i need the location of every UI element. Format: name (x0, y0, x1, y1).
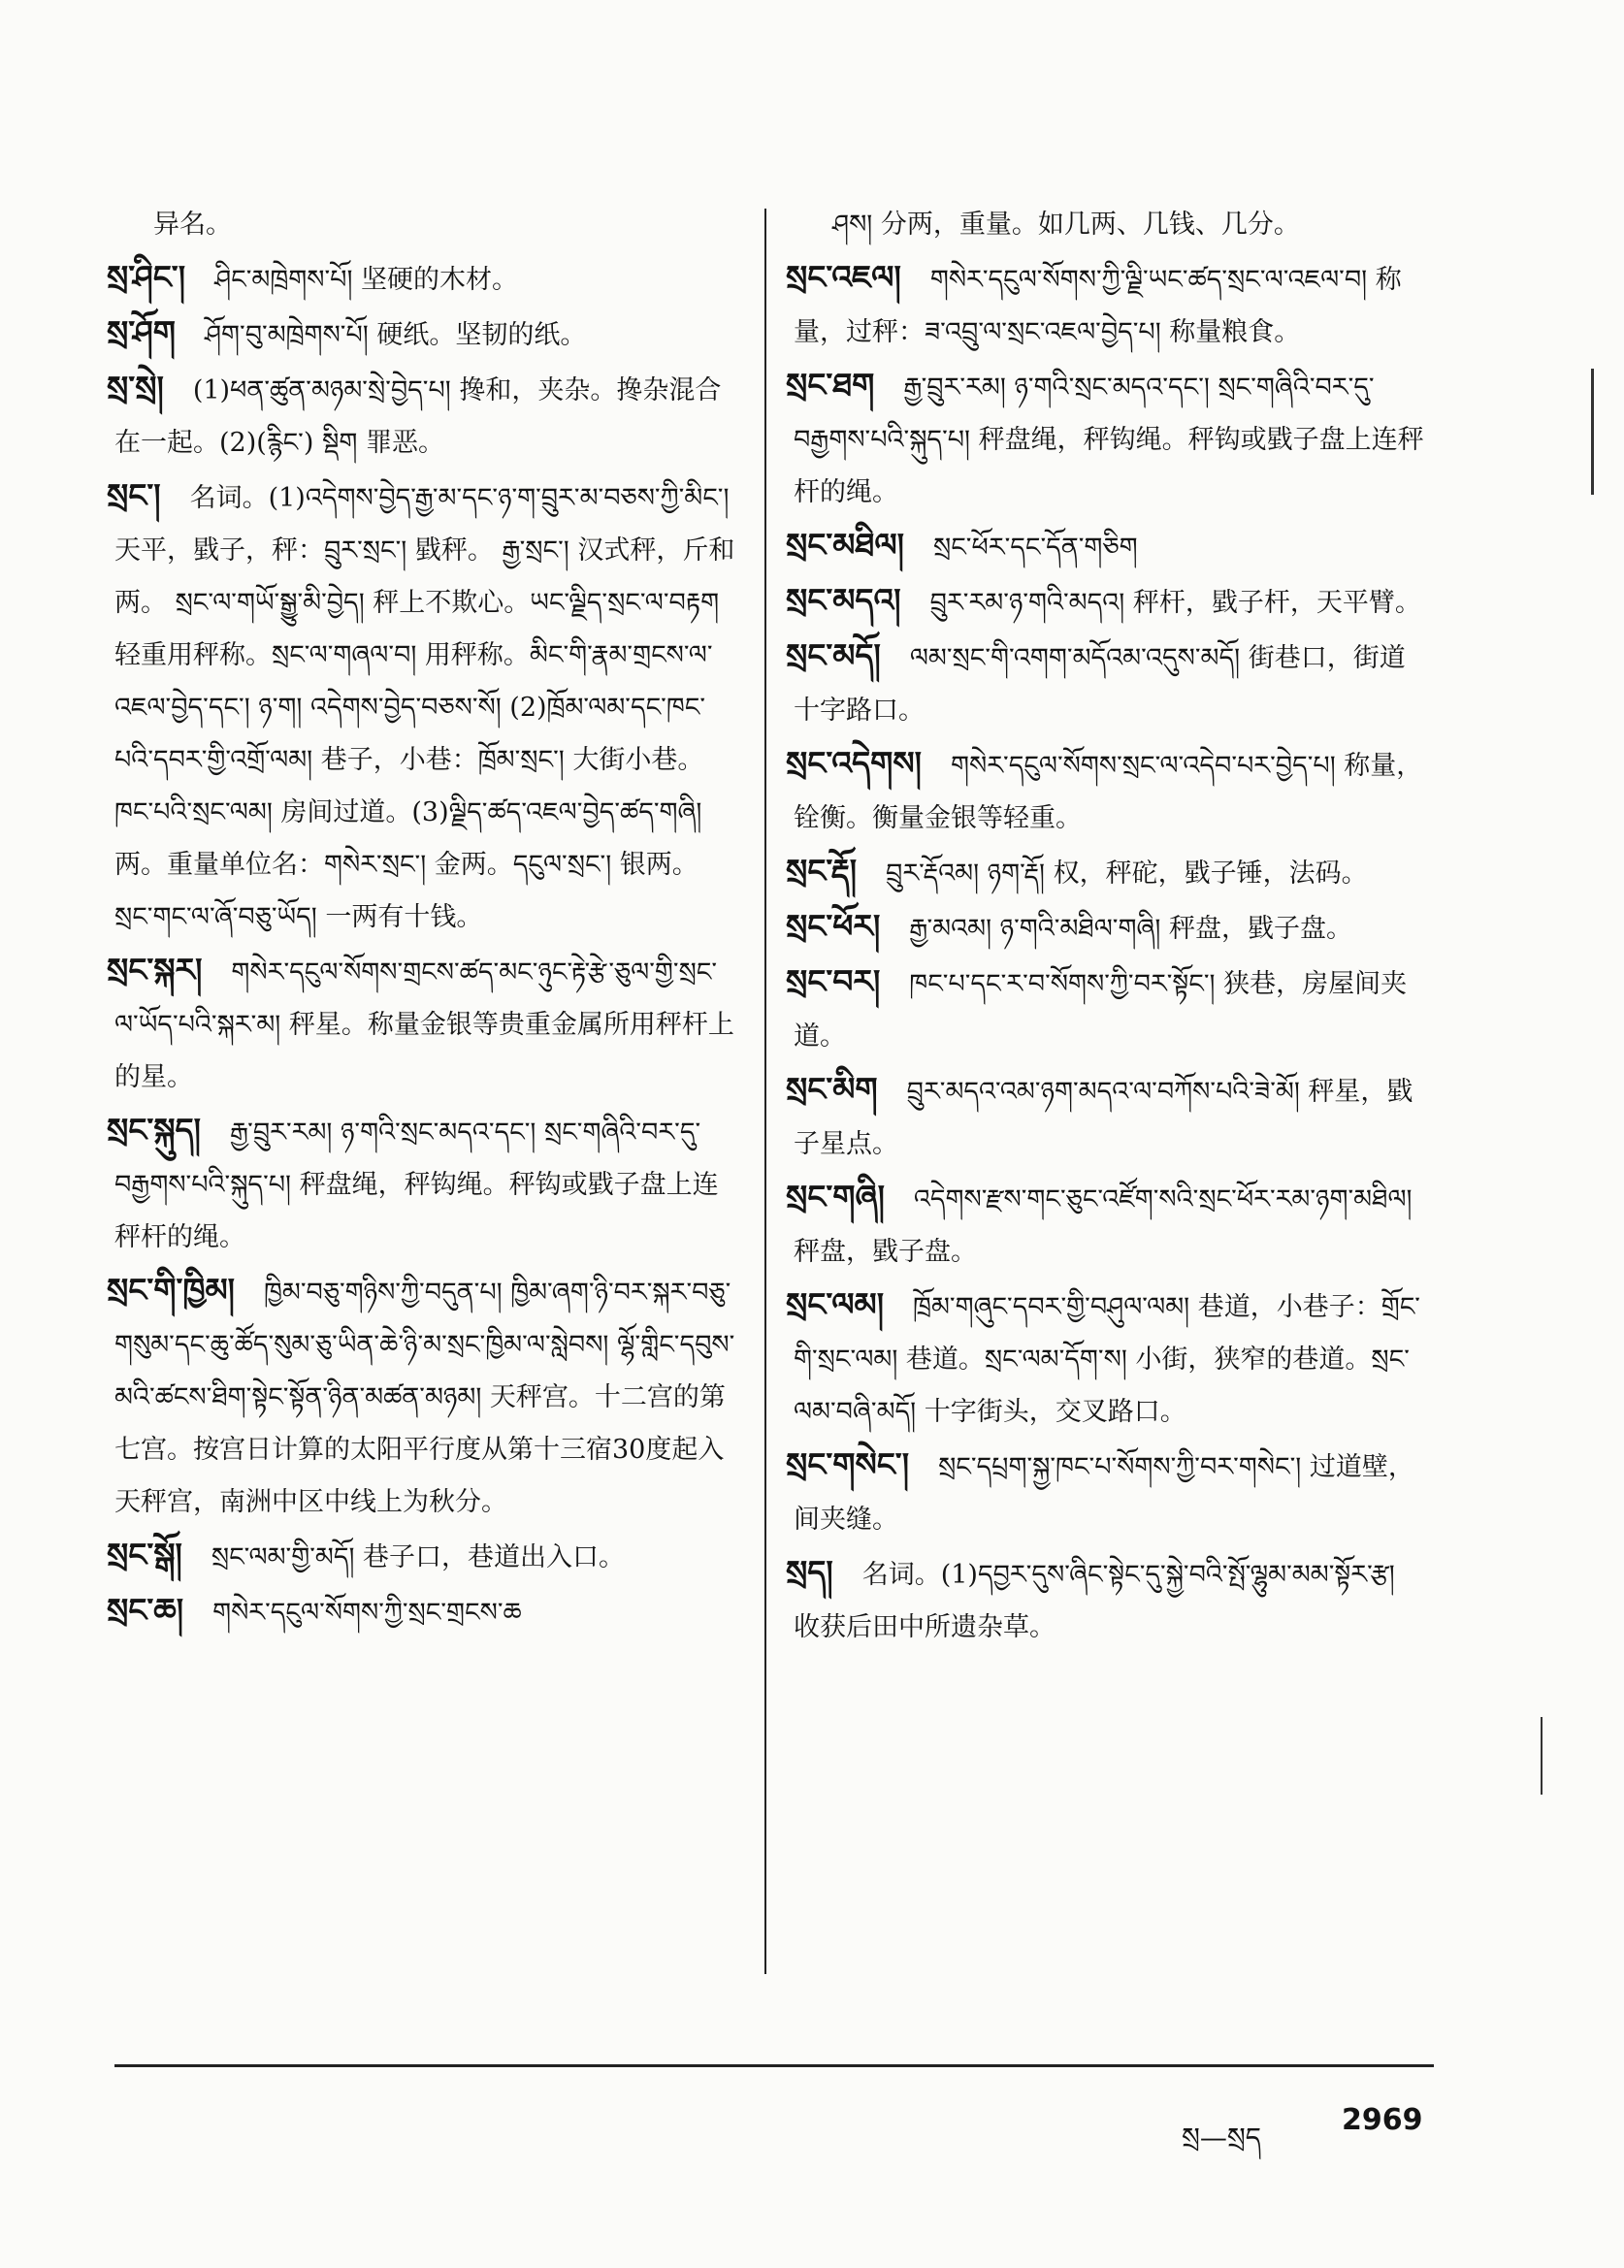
entry-definition: བྲུར་རྡོའམ། ཉག་རྡོ། 权，秤砣，戥子锤，法码。 (886, 859, 1368, 889)
entry-headword: སྲང་ཆ། (107, 1591, 184, 1629)
entry-definition: བྲུར་རམ་ཉ་གའི་མདའ། 秤杆，戥子杆，天平臂。 (929, 588, 1421, 618)
entry-headword: སྲང་སྐུད། (107, 1111, 201, 1149)
right-column (786, 199, 1424, 1654)
entry-headword: སྲང་འཇལ། (786, 258, 901, 296)
right-entry (786, 630, 1424, 737)
entry-definition: 异名。 (153, 210, 232, 240)
page-number: 2969 (1342, 2103, 1423, 2137)
entry-headword: སྲང་འདེགས། (786, 744, 922, 782)
entry-definition: གསེར་དངུལ་སོགས་ཀྱི་སྲང་གྲངས་ཆ (212, 1598, 522, 1628)
right-entry (794, 199, 1424, 251)
left-entry (107, 251, 735, 307)
entry-definition: སྲང་ལམ་གྱི་མདོ། 巷子口，巷道出入口。 (211, 1542, 626, 1572)
right-entry (786, 574, 1424, 630)
entry-definition: གསེར་དངུལ་སོགས་གྲངས་ཚད་མང་ཉུང་རྟེ་རྩེ་ཅུལ་གྱི་སྲང་ལ་ཡོད་པའི་སྐར་མ། 秤星。称量金银等贵重金属所用秤杆上的星。 (114, 957, 734, 1092)
entry-headword: སྲང་མཐིལ། (786, 526, 904, 564)
entry-headword: སྲ་ཤོག (107, 313, 176, 351)
left-entry (107, 1584, 735, 1639)
entry-headword: སྲང་གི་ཁྱིམ། (107, 1271, 235, 1309)
right-entry (786, 900, 1424, 956)
entry-definition: 名词。(1)དབྱར་དུས་ཞིང་སྟེང་དུ་སྐྱེ་བའི་སྤོ་ལྷུམ་མམ་སྟོར་རྩ། 收获后田中所遗杂草。 (794, 1560, 1395, 1642)
right-entry (786, 956, 1424, 1063)
right-entry (786, 1546, 1424, 1654)
entry-headword: སྲང་། (107, 476, 161, 514)
entry-definition: སྲང་དཔྲག་སྐྱ་ཁང་པ་སོགས་ཀྱི་བར་གསེང་། 过道壁，间夹缝。 (794, 1452, 1414, 1535)
entry-headword: སྲ་ཤིང་། (107, 258, 186, 296)
entry-definition: ཁྱིམ་བཅུ་གཉིས་ཀྱི་བདུན་པ། ཁྱིམ་ཞག་ཉི་བར་སྐར་བཅུ་གསུམ་དང་ཆུ་ཚོད་སུམ་ཅུ་ཡིན་ཆེ་ཉི་མ་སྲང་ཁྱིམ་ལ་སླེབས། ལྷོ་གླིང་དབུས་མའི་ཚངས་ཐིག་སྟེང་སྟོན་ཉིན་མཚན་མཉམ། 天秤宫。十二宫的第七宫。按宫日计算的太阳平行度从第十三宿30度起入天秤宫，南洲中区中线上为秋分。 (114, 1278, 735, 1517)
entry-headword: སྲང་བར། (786, 962, 881, 1000)
entry-headword: སྲད། (786, 1553, 833, 1591)
entry-headword: སྲང་མིག (786, 1070, 878, 1108)
right-entry (786, 519, 1424, 574)
right-entry (786, 251, 1424, 359)
entry-headword: སྲང་ཕོར། (786, 907, 881, 945)
entry-headword: སྲང་ལམ། (786, 1285, 885, 1323)
left-entry (107, 470, 735, 944)
entry-headword: སྲང་རྡོ། (786, 852, 858, 890)
footer-rule (114, 2064, 1434, 2067)
entry-definition: ཁང་པ་དང་ར་བ་སོགས་ཀྱི་བར་སྟོང་། 狭巷，房屋间夹道。 (794, 969, 1408, 1052)
entry-definition: སྲང་ཕོར་དང་དོན་གཅིག (932, 533, 1138, 563)
left-entry (107, 362, 735, 470)
entry-headword: སྲང་སྐར། (107, 951, 203, 988)
entry-definition: ལམ་སྲང་གི་འགག་མདོའམ་འདུས་མདོ། 街巷口，街道十字路口。 (794, 643, 1406, 726)
entry-definition: འདེགས་རྫས་གང་ཅུང་འཛོག་སའི་སྲང་ཕོར་རམ་ཉག་མཐིལ། 秤盘，戥子盘。 (794, 1184, 1413, 1267)
right-entry (786, 359, 1424, 519)
entry-definition: གསེར་དངུལ་སོགས་ཀྱི་ལྗི་ཡང་ཚད་སྲང་ལ་འཇལ་བ། 称量，过秤：ཟ་འབྲུ་ལ་སྲང་འཇལ་བྱེད་པ། 称量粮食。 (794, 265, 1402, 347)
right-entry (786, 1279, 1424, 1439)
entry-headword: སྲང་སྒོ། (107, 1536, 182, 1573)
entry-definition: རྒྱ་བྲུར་རམ། ཉ་གའི་སྲང་མདའ་དང་། སྲང་གཞིའི་བར་དུ་བརྒྱགས་པའི་སྐུད་པ། 秤盘绳，秤钩绳。秤钩或戥子盘上连秤杆的绳。 (794, 373, 1424, 507)
entry-definition: ཁྲོམ་གཞུང་དབར་གྱི་བཤུལ་ལམ། 巷道，小巷子：གྲོང་གི་སྲང་ལམ། 巷道。སྲང་ལམ་དོག་ས། 小街，狭窄的巷道。སྲང་ལམ་བཞི་མདོ། 十字街头，交叉路口。 (794, 1292, 1420, 1427)
entry-headword: སྲང་མདའ། (786, 581, 901, 619)
scan-mark (1541, 1717, 1543, 1795)
left-column (107, 199, 735, 1639)
entry-headword: སྲ་སྲེ། (107, 369, 164, 406)
entry-definition: ཤིང་མཁྲེགས་པོ། 坚硬的木材。 (214, 265, 519, 295)
left-entry (114, 199, 735, 251)
entry-headword: སྲང་ཐག (786, 366, 875, 404)
entry-definition: ཤོག་བུ་མཁྲེགས་པོ། 硬纸。坚韧的纸。 (204, 320, 587, 350)
left-entry (107, 944, 735, 1104)
right-entry (786, 737, 1424, 845)
entry-definition: 名词。(1)འདེགས་བྱེད་རྒྱ་མ་དང་ཉ་ག་བྲུར་མ་བཅས་ཀྱི་མིང་། 天平，戥子，秤：བྲུར་སྲང་། 戥秤。 རྒྱ་སྲང་། 汉式秤，斤和两。 སྲང་ལ་གཡོ་སྒྱུ་མི་བྱེད། 秤上不欺心。ཡང་ལྗིད་སྲང་ལ་བརྟག 轻重用秤称。སྲང་ལ་གཞལ་བ། 用秤称。མིང་གི་རྣམ་གྲངས་ལ་འཇལ་བྱེད་དང་། ཉ་ག། འདེགས་བྱེད་བཅས་སོ། (2)ཁྲོམ་ལམ་དང་ཁང་པའི་དབར་གྱི་འགྲོ་ལམ། 巷子，小巷：ཁྲོམ་སྲང་། 大街小巷。ཁང་པའི་སྲང་ལམ། 房间过道。(3)ལྗིད་ཚད་འཇལ་བྱེད་ཚད་གཞི། 两。重量单位名：གསེར་སྲང་། 金两。དངུལ་སྲང་། 银两。སྲང་གང་ལ་ཞོ་བཅུ་ཡོད། 一两有十钱。 (114, 483, 735, 932)
entry-headword: སྲང་གསེང་། (786, 1445, 910, 1483)
entry-definition: ཤས། 分两，重量。如几两、几钱、几分。 (832, 210, 1300, 240)
column-divider (764, 209, 766, 1974)
entry-headword: སྲང་གཞི། (786, 1178, 885, 1215)
entry-definition: བྲུར་མདའ་འམ་ཉག་མདའ་ལ་བཀོས་པའི་ཟེ་མོ། 秤星，戥子星点。 (794, 1077, 1413, 1159)
scan-mark (1591, 369, 1594, 495)
left-entry (107, 1104, 735, 1264)
page-range: སྲ—སྲད (1182, 2122, 1262, 2154)
left-entry (107, 307, 735, 362)
right-entry (786, 845, 1424, 900)
right-entry (786, 1063, 1424, 1171)
entry-definition: རྒྱ་མའམ། ཉ་གའི་མཐིལ་གཞི། 秤盘，戥子盘。 (909, 914, 1352, 944)
entry-definition: རྒྱ་བྲུར་རམ། ཉ་གའི་སྲང་མདའ་དང་། སྲང་གཞིའི་བར་དུ་བརྒྱགས་པའི་སྐུད་པ། 秤盘绳，秤钩绳。秤钩或戥子盘上连秤杆的绳。 (114, 1118, 719, 1252)
right-entry (786, 1171, 1424, 1279)
entry-definition: (1)ཕན་ཚུན་མཉམ་སྲེ་བྱེད་པ། 搀和，夹杂。搀杂混合在一起。(2)(རྙིང་) སྡིག 罪恶。 (114, 375, 722, 458)
left-entry (107, 1529, 735, 1584)
entry-definition: གསེར་དངུལ་སོགས་སྲང་ལ་འདེབ་པར་བྱེད་པ། 称量，铨衡。衡量金银等轻重。 (794, 751, 1423, 833)
left-entry (107, 1264, 735, 1529)
right-entry (786, 1439, 1424, 1546)
entry-headword: སྲང་མདོ། (786, 636, 881, 674)
